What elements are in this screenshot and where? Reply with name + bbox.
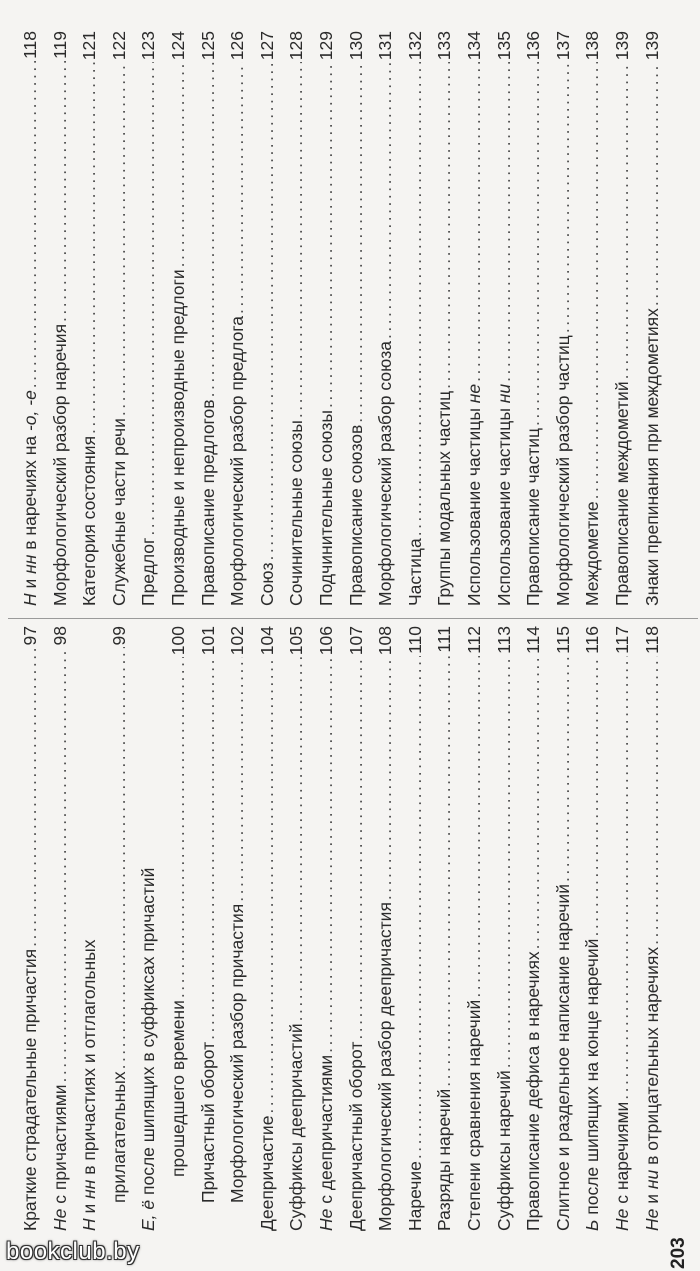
- toc-page-number: 101: [197, 626, 218, 656]
- toc-leader-dots: [79, 62, 99, 434]
- toc-leader-dots: [198, 62, 218, 397]
- toc-entry: [306, 31, 336, 606]
- toc-entry-title: Наречие: [404, 1161, 425, 1231]
- toc-entry-title: Не: [316, 1208, 336, 1231]
- toc-entry-title: после шипящих на конце наречий: [582, 938, 603, 1220]
- toc-page-number: 115: [552, 626, 573, 654]
- toc-page-number: 124: [168, 31, 188, 61]
- toc-entry-title: Правописание союзов: [345, 424, 366, 606]
- toc-leader-dots: [20, 61, 40, 388]
- toc-page-number: 118: [641, 626, 662, 654]
- toc-leader-dots: [257, 62, 277, 560]
- toc-entry-title: Правописание частиц: [523, 427, 544, 606]
- toc-entry-title: с причастиями: [49, 1084, 70, 1209]
- toc-entry: [40, 626, 70, 1231]
- toc-page-number: 106: [316, 626, 336, 656]
- toc-entry-title: Не: [641, 1208, 662, 1231]
- toc-entry-title: ни: [641, 1169, 662, 1190]
- toc-entry: [336, 31, 366, 606]
- toc-leader-dots: [20, 647, 40, 946]
- toc-entry-title: Н: [79, 1218, 100, 1231]
- toc-entry-title: Правописание предлогов: [197, 399, 218, 606]
- toc-page-number: 139: [641, 31, 662, 61]
- toc-entry-title: Предлог: [138, 537, 159, 606]
- toc-entry-title: и: [79, 1198, 100, 1219]
- toc-page-number: 110: [404, 626, 425, 654]
- toc-entry-title: Суффиксы наречий: [493, 1070, 514, 1231]
- toc-leader-dots: [405, 62, 425, 536]
- toc-leader-dots: [286, 657, 306, 1021]
- toc-entry-title: Группы модальных частиц: [434, 390, 455, 606]
- toc-page-number: 132: [404, 31, 425, 61]
- toc-entry: [128, 626, 158, 1231]
- toc-entry: [602, 626, 632, 1231]
- toc-leader-dots: [168, 657, 188, 998]
- toc-entry: [10, 31, 40, 606]
- toc-leader-dots: [434, 655, 454, 1087]
- toc-entry-title: Степени сравнения наречий: [464, 999, 484, 1231]
- toc-leader-dots: [553, 656, 573, 882]
- toc-entry-title: прилагательных: [108, 1071, 129, 1203]
- toc-entry: [632, 626, 662, 1231]
- toc-leader-dots: [227, 62, 247, 314]
- toc-entry-title: Разряды наречий: [434, 1088, 455, 1231]
- toc-entry-title: Ь: [582, 1219, 603, 1231]
- toc-entry-title: и: [20, 573, 40, 594]
- toc-page-number: 121: [79, 31, 100, 61]
- toc-entry: [128, 31, 158, 606]
- toc-entry: [69, 626, 99, 1231]
- toc-page-number: 138: [582, 31, 603, 61]
- toc-page-number: 97: [20, 626, 40, 646]
- toc-entry-title: ни: [493, 383, 514, 404]
- toc-entry: [365, 626, 395, 1231]
- toc-entry-title: -о, -е: [20, 390, 40, 432]
- toc-page-number: 113: [493, 626, 514, 654]
- toc-page-number: 112: [464, 626, 484, 654]
- toc-entry: [543, 626, 573, 1231]
- toc-entry: [424, 626, 454, 1231]
- toc-page-number: 135: [493, 31, 514, 61]
- toc-page-number: 114: [523, 626, 544, 654]
- toc-entry: [306, 626, 336, 1231]
- toc-entry: [395, 31, 425, 606]
- toc-leader-dots: [464, 62, 484, 382]
- toc-entry-title: Не: [49, 1208, 70, 1231]
- toc-entry: [602, 31, 632, 606]
- toc-entry: [188, 626, 218, 1203]
- toc-entry-title: Суффиксы деепричастий: [286, 1023, 307, 1231]
- toc-page-number: 123: [138, 31, 159, 61]
- toc-entry: [217, 626, 247, 1203]
- toc-leader-dots: [494, 656, 514, 1068]
- toc-entry: [513, 626, 543, 1231]
- toc-leader-dots: [346, 62, 366, 422]
- toc-entry-title: Правописание междометий: [612, 381, 632, 606]
- toc-page-number: 134: [464, 31, 484, 61]
- toc-leader-dots: [494, 62, 514, 382]
- toc-entry-title: Морфологический разбор наречия: [49, 323, 70, 606]
- toc-entry: [69, 31, 99, 606]
- toc-page-number: 130: [345, 31, 366, 61]
- toc-leader-dots: [50, 61, 70, 322]
- toc-entry: [395, 626, 425, 1231]
- toc-entry-title: после шипящих в суффиксах причастий: [138, 867, 159, 1200]
- toc-entry: [454, 31, 484, 606]
- toc-leader-dots: [375, 657, 395, 900]
- toc-page-number: 117: [612, 626, 632, 654]
- toc-entry: [336, 626, 366, 1231]
- toc-entry-title: Деепричастный оборот: [345, 1041, 366, 1231]
- toc-entry-title: с деепричастиями: [316, 1054, 336, 1209]
- toc-page-number: 137: [552, 31, 573, 61]
- toc-leader-dots: [582, 656, 602, 937]
- toc-leader-dots: [642, 656, 662, 945]
- toc-entry-title: прошедшего времени: [168, 1000, 188, 1177]
- toc-page-number: 100: [168, 626, 188, 656]
- toc-entry: [217, 31, 247, 606]
- toc-page-number: 111: [434, 626, 455, 653]
- toc-page-number: 125: [197, 31, 218, 61]
- toc-entry-title: Сочинительные союзы: [286, 420, 307, 606]
- toc-entry-title: в отрицательных наречиях: [641, 946, 662, 1170]
- toc-entry-title: в причастиях и отглагольных: [79, 939, 100, 1180]
- toc-entry: [454, 626, 484, 1231]
- toc-page-number: 119: [49, 31, 70, 59]
- toc-entry-title: нн: [20, 554, 40, 574]
- toc-page-number: 107: [345, 626, 366, 656]
- watermark-logo: bookclub.by: [6, 1238, 140, 1265]
- toc-page-number: 116: [582, 626, 603, 654]
- toc-page-number: 136: [523, 31, 544, 61]
- toc-leader-dots: [168, 62, 188, 267]
- toc-entry: [572, 626, 602, 1231]
- toc-entry: [484, 31, 514, 606]
- toc-page-number: 105: [286, 626, 307, 656]
- toc-page-number: 131: [375, 31, 396, 61]
- toc-entry: [10, 626, 40, 1231]
- toc-leader-dots: [109, 647, 129, 1069]
- toc-entry-title: Слитное и раздельное написание наречий: [552, 884, 573, 1231]
- toc-leader-dots: [612, 656, 632, 1100]
- toc-page-number: 128: [286, 31, 307, 61]
- toc-page-number: 127: [256, 31, 277, 61]
- toc-page-number: 98: [49, 626, 70, 646]
- toc-leader-dots: [642, 62, 662, 306]
- toc-entry: [632, 31, 662, 606]
- toc-entry: [99, 31, 129, 606]
- toc-column-left: [0, 626, 700, 1231]
- toc-entry: [484, 626, 514, 1231]
- toc-entry: [276, 626, 306, 1231]
- toc-leader-dots: [375, 62, 395, 339]
- toc-page-number: 126: [227, 31, 248, 61]
- page-number: 203: [668, 1237, 689, 1269]
- toc-entry-title: Деепричастие: [256, 1115, 277, 1231]
- toc-entry: [247, 31, 277, 606]
- toc-leader-dots: [612, 62, 632, 379]
- column-divider: [8, 618, 698, 619]
- toc-leader-dots: [434, 62, 454, 389]
- toc-entry: [247, 626, 277, 1231]
- toc-page-number: 99: [108, 626, 129, 646]
- toc-entry-title: Краткие страдательные причастия: [20, 948, 40, 1231]
- toc-page-number: 108: [375, 626, 396, 656]
- toc-leader-dots: [582, 62, 602, 499]
- toc-page-number: 118: [20, 31, 40, 59]
- toc-leader-dots: [405, 656, 425, 1159]
- toc-leader-dots: [523, 62, 543, 426]
- toc-entry: [99, 626, 129, 1203]
- toc-leader-dots: [227, 657, 247, 902]
- toc-entry-title: Морфологический разбор союза: [375, 341, 396, 606]
- toc-entry: [365, 31, 395, 606]
- toc-entry-title: в наречиях на: [20, 431, 40, 555]
- toc-entry-title: и: [641, 1189, 662, 1209]
- toc-entry-title: не: [464, 383, 484, 404]
- toc-page-number: 129: [316, 31, 336, 61]
- toc-page-number: 102: [227, 626, 248, 656]
- toc-leader-dots: [464, 656, 484, 998]
- toc-entry-title: Частица: [404, 538, 425, 606]
- toc-leader-dots: [316, 657, 336, 1053]
- toc-entry-title: Не: [612, 1208, 632, 1231]
- toc-entry-title: Использование частицы: [464, 403, 484, 606]
- toc-entry: [572, 31, 602, 606]
- toc-entry-title: Использование частицы: [493, 403, 514, 606]
- toc-leader-dots: [286, 62, 306, 418]
- toc-leader-dots: [257, 657, 277, 1113]
- toc-entry-title: Производные и непроизводные предлоги: [168, 269, 188, 606]
- toc-entry-title: Морфологический разбор частиц: [552, 335, 573, 606]
- toc-entry-title: Е, ё: [138, 1199, 159, 1231]
- toc-entry-title: Союз: [256, 562, 277, 606]
- toc-leader-dots: [198, 657, 218, 1040]
- toc-leader-dots: [109, 62, 129, 416]
- toc-page-number: 139: [612, 31, 632, 61]
- toc-leader-dots: [316, 62, 336, 408]
- toc-leader-dots: [50, 647, 70, 1082]
- toc-page-number: 122: [108, 31, 129, 61]
- toc-entry-title: Морфологический разбор предлога: [227, 315, 248, 606]
- toc-entry-title: Знаки препинания при междометиях: [641, 308, 662, 606]
- toc-leader-dots: [523, 656, 543, 949]
- toc-entry: [424, 31, 454, 606]
- toc-entry: [158, 626, 188, 1177]
- toc-entry-title: Междометие: [582, 501, 603, 606]
- toc-entry: [543, 31, 573, 606]
- toc-entry-title: Морфологический разбор причастия: [227, 903, 248, 1203]
- toc-leader-dots: [346, 657, 366, 1039]
- toc-entry: [40, 31, 70, 606]
- toc-entry-title: Подчинительные союзы: [316, 409, 336, 606]
- toc-entry: [158, 31, 188, 606]
- toc-entry-title: Н: [20, 593, 40, 606]
- toc-entry-title: Категория состояния: [79, 435, 100, 606]
- toc-entry-title: нн: [79, 1179, 100, 1199]
- toc-leader-dots: [553, 62, 573, 333]
- toc-entry-title: Служебные части речи: [108, 418, 129, 606]
- toc-entry-title: Правописание дефиса в наречиях: [523, 951, 544, 1231]
- toc-entry: [188, 31, 218, 606]
- toc-entry-title: с наречиями: [612, 1101, 632, 1209]
- toc-page-number: 104: [256, 626, 277, 656]
- toc-entry: [276, 31, 306, 606]
- toc-leader-dots: [138, 62, 158, 535]
- toc-entry-title: Причастный оборот: [197, 1041, 218, 1203]
- toc-entry-title: Морфологический разбор деепричастия: [375, 902, 396, 1231]
- toc-column-right: [0, 31, 700, 606]
- toc-entry: [513, 31, 543, 606]
- toc-page-number: 133: [434, 31, 455, 61]
